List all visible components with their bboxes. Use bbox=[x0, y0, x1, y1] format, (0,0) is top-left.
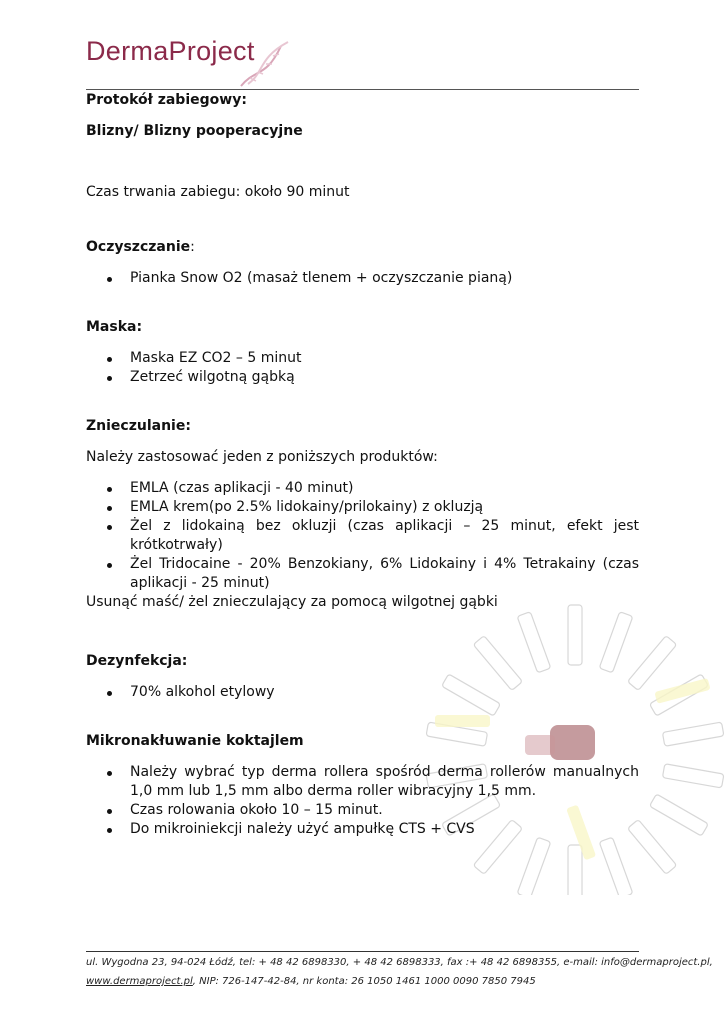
protocol-title: Protokół zabiegowy: bbox=[86, 92, 247, 108]
section-heading-microneedling: Mikronakłuwanie koktajlem bbox=[86, 733, 304, 749]
logo-text: DermaProject bbox=[86, 36, 255, 66]
footer-address: ul. Wygodna 23, 94-024 Łódź, tel: + 48 42 6898330, + 48 42 6898333, fax :+ 48 42 6898355, e-mail: info@dermaproject.pl, bbox=[86, 957, 713, 968]
section-heading-mask: Maska: bbox=[86, 319, 143, 335]
protocol-body bbox=[86, 91, 639, 839]
header-divider bbox=[86, 89, 639, 90]
protocol-subtitle: Blizny/ Blizny pooperacyjne bbox=[86, 123, 303, 139]
list-item: Żel Tridocaine - 20% Benzokiany, 6% Lidokainy i 4% Tetrakainy (czas aplikacji - 25 minut) bbox=[86, 555, 639, 593]
disinfection-list bbox=[86, 683, 639, 702]
footer-divider bbox=[86, 951, 639, 952]
website-link[interactable]: www.dermaproject.pl bbox=[86, 976, 193, 987]
list-item: Zetrzeć wilgotną gąbką bbox=[86, 368, 639, 387]
list-item: Żel z lidokainą bez okluzji (czas aplikacji – 25 minut, efekt jest krótkotrwały) bbox=[86, 517, 639, 555]
cleansing-list bbox=[86, 269, 639, 288]
anesthesia-intro: Należy zastosować jeden z poniższych produktów: bbox=[86, 449, 438, 465]
list-item: EMLA (czas aplikacji - 40 minut) bbox=[86, 479, 639, 498]
anesthesia-outro: Usunąć maść/ żel znieczulający za pomocą wilgotnej gąbki bbox=[86, 594, 498, 610]
list-item: Czas rolowania około 10 – 15 minut. bbox=[86, 801, 639, 820]
list-item: EMLA krem(po 2.5% lidokainy/prilokainy) z okluzją bbox=[86, 498, 639, 517]
list-item: Maska EZ CO2 – 5 minut bbox=[86, 349, 639, 368]
microneedling-list bbox=[86, 763, 639, 839]
footer-registration: , NIP: 726-147-42-84, nr konta: 26 1050 1461 1000 0090 7850 7945 bbox=[192, 976, 536, 987]
dna-helix-icon bbox=[236, 38, 296, 88]
list-item: Należy wybrać typ derma rollera spośród derma rollerów manualnych 1,0 mm lub 1,5 mm albo derma roller wibracyjny 1,5 mm. bbox=[86, 763, 639, 801]
duration-text: Czas trwania zabiegu: około 90 minut bbox=[86, 184, 350, 200]
anesthesia-list bbox=[86, 479, 639, 593]
section-heading-anesthesia: Znieczulanie: bbox=[86, 418, 191, 434]
footer-company-info bbox=[86, 976, 646, 987]
list-item: Do mikroiniekcji należy użyć ampułkę CTS + CVS bbox=[86, 820, 639, 839]
mask-list bbox=[86, 349, 639, 387]
section-heading-disinfection: Dezynfekcja: bbox=[86, 653, 188, 669]
list-item: 70% alkohol etylowy bbox=[86, 683, 639, 702]
section-heading-cleansing: Oczyszczanie: bbox=[86, 239, 195, 255]
company-logo bbox=[86, 36, 296, 92]
list-item: Pianka Snow O2 (masaż tlenem + oczyszczanie pianą) bbox=[86, 269, 639, 288]
